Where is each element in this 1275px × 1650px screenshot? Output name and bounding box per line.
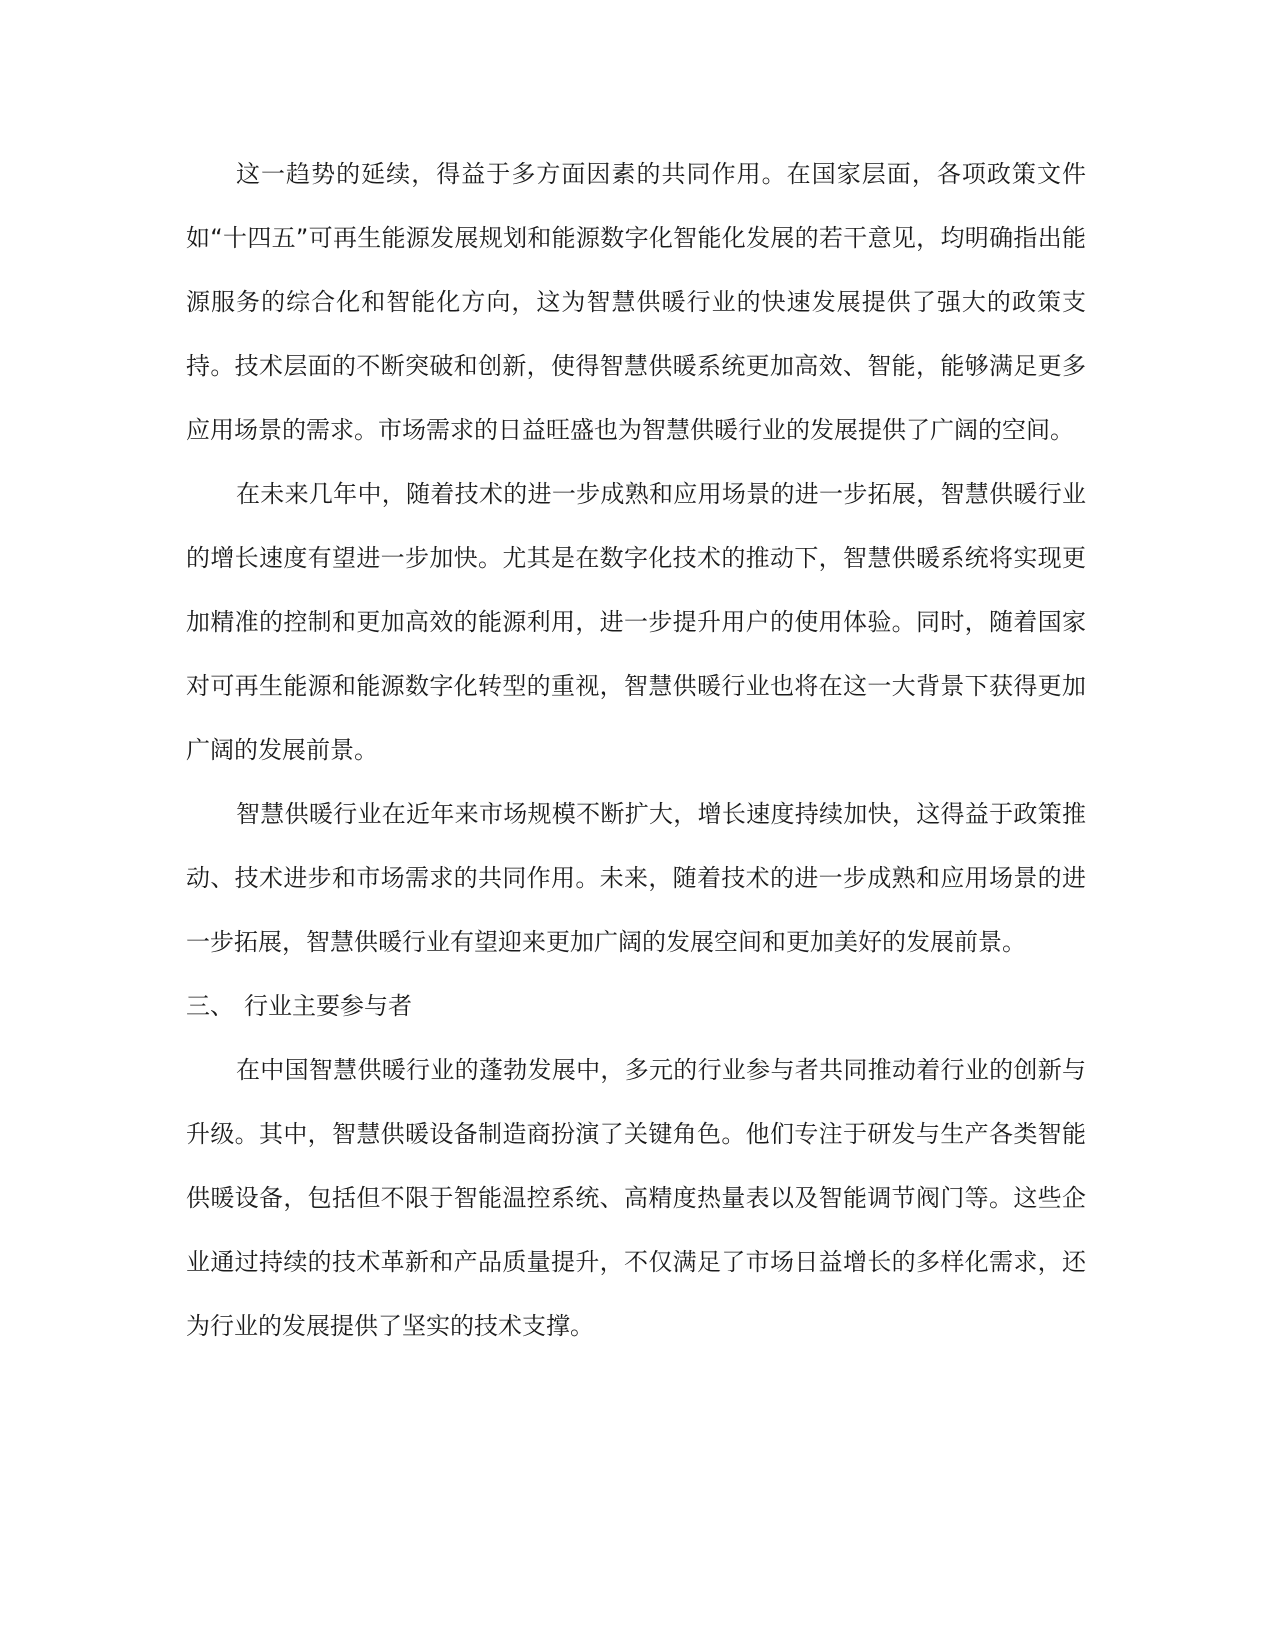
paragraph-trend-factors: 这一趋势的延续，得益于多方面因素的共同作用。在国家层面，各项政策文件如“十四五”可再生能源发展规划和能源数字化智能化发展的若干意见，均明确指出能源服务的综合化和智能化方向，这为智慧供暖行业的快速发展提供了强大的政策支持。技术层面的不断突破和创新，使得智慧供暖系统更加高效、智能，能够满足更多应用场景的需求。市场需求的日益旺盛也为智慧供暖行业的发展提供了广阔的空间。	[186, 160, 1086, 444]
section-title: 行业主要参与者	[244, 992, 412, 1020]
paragraph-future-outlook: 在未来几年中，随着技术的进一步成熟和应用场景的进一步拓展，智慧供暖行业的增长速度有望进一步加快。尤其是在数字化技术的推动下，智慧供暖系统将实现更加精准的控制和更加高效的能源利用，进一步提升用户的使用体验。同时，随着国家对可再生能源和能源数字化转型的重视，智慧供暖行业也将在这一大背景下获得更加广阔的发展前景。	[186, 480, 1086, 764]
section-heading	[186, 974, 1086, 1038]
section-number: 三、	[186, 992, 234, 1020]
paragraph-summary: 智慧供暖行业在近年来市场规模不断扩大，增长速度持续加快，这得益于政策推动、技术进步和市场需求的共同作用。未来，随着技术的进一步成熟和应用场景的进一步拓展，智慧供暖行业有望迎来更加广阔的发展空间和更加美好的发展前景。	[186, 800, 1086, 956]
document-body	[186, 142, 1086, 1358]
paragraph-participants: 在中国智慧供暖行业的蓬勃发展中，多元的行业参与者共同推动着行业的创新与升级。其中，智慧供暖设备制造商扮演了关键角色。他们专注于研发与生产各类智能供暖设备，包括但不限于智能温控系统、高精度热量表以及智能调节阀门等。这些企业通过持续的技术革新和产品质量提升，不仅满足了市场日益增长的多样化需求，还为行业的发展提供了坚实的技术支撑。	[186, 1056, 1086, 1340]
